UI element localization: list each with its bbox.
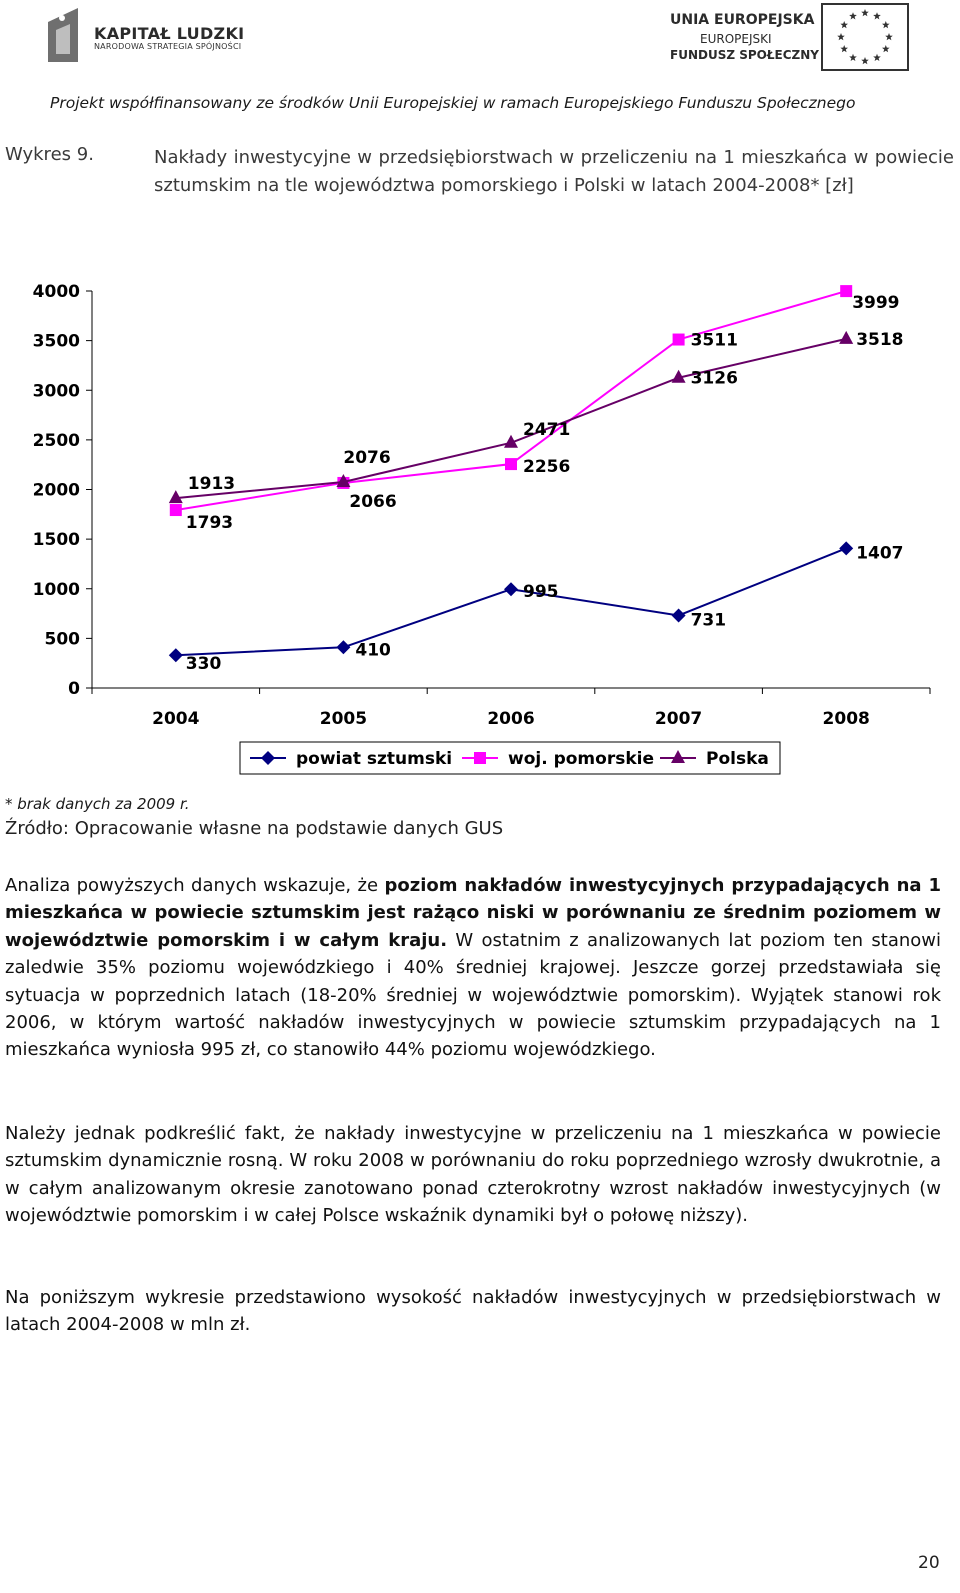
page-number: 20 xyxy=(918,1553,940,1573)
data-label-powiat-sztumski: 410 xyxy=(355,640,391,661)
legend-label-powiat-sztumski: powiat sztumski xyxy=(296,749,453,769)
y-tick-label: 500 xyxy=(44,629,80,650)
y-tick-label: 1000 xyxy=(32,579,80,600)
x-tick-label: 2007 xyxy=(654,709,703,729)
y-tick-label: 2000 xyxy=(32,480,80,501)
data-point-polska xyxy=(839,331,853,344)
data-point-powiat-sztumski xyxy=(336,640,350,654)
data-label-woj-pomorskie: 3999 xyxy=(852,293,900,314)
data-label-powiat-sztumski: 1407 xyxy=(856,543,904,564)
eu-flag-icon xyxy=(820,2,912,74)
legend-marker-woj-pomorskie xyxy=(474,752,486,764)
data-label-woj-pomorskie: 1793 xyxy=(185,513,234,534)
y-tick-label: 3000 xyxy=(32,381,80,402)
y-tick-label: 4000 xyxy=(32,282,80,302)
x-tick-label: 2004 xyxy=(152,709,200,729)
x-tick-label: 2005 xyxy=(319,709,368,729)
data-point-powiat-sztumski xyxy=(839,541,853,555)
series-line-powiat-sztumski xyxy=(176,548,846,655)
eu-logo-line3: FUNDUSZ SPOŁECZNY xyxy=(670,48,819,62)
figure-source: Źródło: Opracowanie własne na podstawie danych GUS xyxy=(5,818,504,839)
series-line-woj-pomorskie xyxy=(176,291,846,510)
data-point-woj-pomorskie xyxy=(840,285,852,297)
line-chart xyxy=(0,270,960,790)
kapital-ludzki-logo-icon xyxy=(44,6,84,64)
data-label-powiat-sztumski: 731 xyxy=(690,610,727,631)
kapital-ludzki-subtitle: NARODOWA STRATEGIA SPÓJNOŚCI xyxy=(94,42,242,51)
data-point-woj-pomorskie xyxy=(673,334,685,346)
figure-title: Nakłady inwestycyjne w przedsiębiorstwach w przeliczeniu na 1 mieszkańca w powiecie sztumskim na tle województwa pomorskiego i Polski w latach 2004-2008* [zł] xyxy=(154,147,954,196)
data-label-polska: 1913 xyxy=(187,474,236,495)
data-label-polska: 3518 xyxy=(856,329,904,350)
data-point-powiat-sztumski xyxy=(504,582,518,596)
paragraph-analysis-emphasis: poziom nakładów inwestycyjnych przypadających na 1 mieszkańca w powiecie sztumskim jest rażąco niski w porównaniu ze średnim poziomem w województwie pomorskim i w całym kraju. xyxy=(5,875,941,951)
data-label-powiat-sztumski: 330 xyxy=(185,654,222,675)
data-point-powiat-sztumski xyxy=(672,608,686,622)
data-label-polska: 3126 xyxy=(690,368,738,389)
legend-label-woj-pomorskie: woj. pomorskie xyxy=(508,749,654,769)
data-label-powiat-sztumski: 995 xyxy=(523,582,559,603)
y-tick-label: 1500 xyxy=(32,530,80,551)
paragraph-analysis xyxy=(5,872,941,1064)
x-tick-label: 2006 xyxy=(487,709,535,729)
kapital-ludzki-title: KAPITAŁ LUDZKI xyxy=(94,24,245,43)
y-tick-label: 3500 xyxy=(32,331,80,352)
data-label-woj-pomorskie: 3511 xyxy=(690,330,738,351)
paragraph-analysis-rest: W ostatnim z analizowanych lat poziom ten stanowi zaledwie 35% poziomu wojewódzkiego i 40% średniej krajowej. Jeszcze gorzej przedstawiała się sytuacja w poprzednich latach (18-20% średniej w województwie pomorskim). Wyjątek stanowi rok 2006, w którym wartość nakładów inwestycyjnych w powiecie sztumskim przypadających na 1 mieszkańca wyniosła 995 zł, co stanowiło 44% poziomu wojewódzkiego. xyxy=(5,929,941,1061)
page-header xyxy=(0,0,960,120)
y-tick-label: 0 xyxy=(68,679,80,699)
paragraph-growth: Należy jednak podkreślić fakt, że nakłady inwestycyjne w przeliczeniu na 1 mieszkańca w powiecie sztumskim dynamicznie rosną. W roku 2008 w porównaniu do roku poprzedniego wzrosły dwukrotnie, a w całym analizowanym okresie zanotowano ponad czterokrotny wzrost nakładów inwestycyjnych (w województwie pomorskim i w całej Polsce wskaźnik dynamiki był o połowę niższy). xyxy=(5,1123,941,1227)
y-tick-label: 2500 xyxy=(32,430,80,451)
data-label-woj-pomorskie: 2066 xyxy=(349,491,397,512)
legend-label-polska: Polska xyxy=(706,749,769,769)
data-label-polska: 2471 xyxy=(523,419,571,440)
paragraph-next-chart: Na poniższym wykresie przedstawiono wysokość nakładów inwestycyjnych w przedsiębiorstwach w latach 2004-2008 w mln zł. xyxy=(5,1287,941,1336)
data-label-polska: 2076 xyxy=(343,447,391,468)
series-line-polska xyxy=(176,339,846,498)
x-tick-label: 2008 xyxy=(822,709,870,729)
data-point-woj-pomorskie xyxy=(170,504,182,516)
data-point-powiat-sztumski xyxy=(169,648,183,662)
figure-label: Wykres 9. xyxy=(5,144,94,165)
data-label-woj-pomorskie: 2256 xyxy=(523,457,571,478)
paragraph-analysis-intro: Analiza powyższych danych wskazuje, że xyxy=(5,875,385,896)
figure-note: * brak danych za 2009 r. xyxy=(5,795,190,813)
eu-logo-line1: UNIA EUROPEJSKA xyxy=(670,12,815,28)
data-point-woj-pomorskie xyxy=(505,458,517,470)
project-cofinancing-line: Projekt współfinansowany ze środków Unii Europejskiej w ramach Europejskiego Funduszu Społecznego xyxy=(50,94,856,112)
eu-logo-line2: EUROPEJSKI xyxy=(700,32,772,46)
data-point-polska xyxy=(169,490,183,503)
